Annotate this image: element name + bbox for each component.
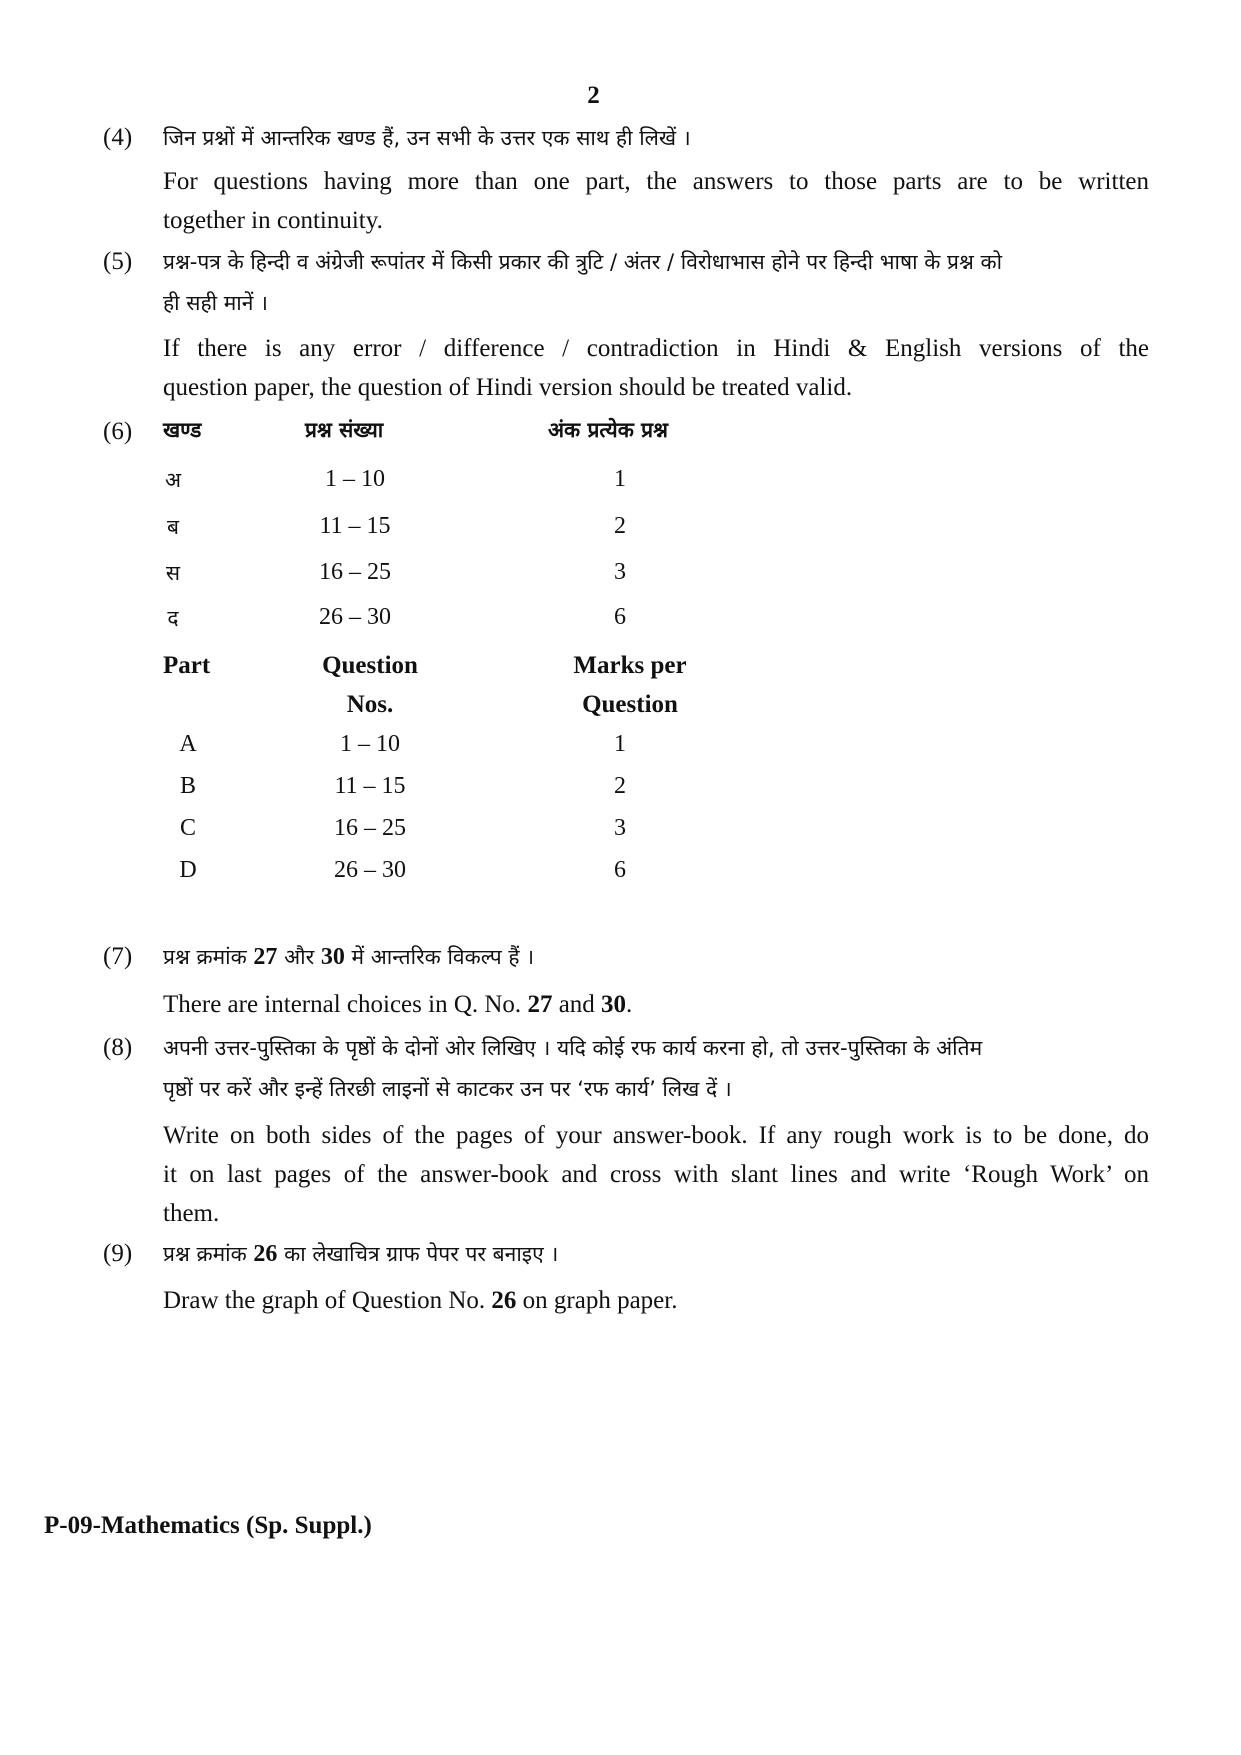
instruction-5-number: (5) [103, 248, 133, 275]
hindi-cell-part: ब [167, 515, 179, 539]
hindi-cell-questions: 1 – 10 [325, 466, 385, 492]
question-27-ref: 27 [527, 991, 553, 1018]
instruction-5-english-line2: question paper, the question of Hindi version should be treated valid. [163, 374, 853, 401]
english-header-question: Question [322, 652, 418, 679]
english-cell-part: D [179, 857, 197, 883]
english-cell-part: A [179, 731, 197, 757]
instruction-6-number: (6) [103, 418, 133, 445]
english-cell-questions: 16 – 25 [334, 815, 406, 841]
hindi-header-ank: अंक प्रत्येक प्रश्न [548, 418, 668, 442]
english-header-part: Part [163, 652, 211, 679]
english-cell-marks: 3 [614, 815, 626, 841]
english-header-marks-per: Marks per [573, 652, 687, 679]
instruction-7-hindi: प्रश्न क्रमांक 27 और 30 में आन्तरिक विकल्प हैं । [163, 944, 535, 970]
question-30-ref: 30 [601, 991, 627, 1018]
english-cell-part: B [179, 773, 196, 799]
instruction-7-english: There are internal choices in Q. No. 27 and 30. [163, 991, 633, 1018]
english-cell-marks: 1 [614, 731, 626, 757]
instruction-5-hindi-line2: ही सही मानें । [163, 291, 269, 315]
hindi-cell-part: स [165, 561, 181, 585]
hindi-cell-marks: 6 [614, 604, 626, 630]
question-26-ref: 26 [253, 1241, 278, 1267]
instruction-8-hindi-line1: अपनी उत्तर-पुस्तिका के पृष्ठों के दोनों ओर लिखिए । यदि कोई रफ कार्य करना हो, तो उत्तर-पुस्तिका के अंतिम [163, 1036, 983, 1060]
instruction-8-english-line1: Write on both sides of the pages of your answer-book. If any rough work is to be done, do [163, 1122, 1149, 1149]
instruction-4-hindi: जिन प्रश्नों में आन्तरिक खण्ड हैं, उन सभी के उत्तर एक साथ ही लिखें । [163, 126, 691, 150]
instruction-8-hindi-line2: पृष्ठों पर करें और इन्हें तिरछी लाइनों से काटकर उन पर ‘रफ कार्य’ लिख दें । [163, 1077, 732, 1101]
instruction-9-hindi: प्रश्न क्रमांक 26 का लेखाचित्र ग्राफ पेपर पर बनाइए । [163, 1241, 559, 1267]
instruction-4-english-line1: For questions having more than one part, the answers to those parts are to be written [163, 168, 1149, 195]
instruction-4-number: (4) [103, 124, 133, 151]
instruction-9-number: (9) [103, 1240, 133, 1267]
hindi-header-khand: खण्ड [163, 418, 202, 442]
english-cell-questions: 26 – 30 [334, 857, 406, 883]
english-cell-questions: 11 – 15 [334, 773, 406, 799]
instruction-8-english-line3: them. [163, 1200, 220, 1227]
instruction-8-number: (8) [103, 1034, 133, 1061]
english-header-question-2: Question [582, 691, 678, 718]
question-27-ref: 27 [253, 944, 278, 970]
instruction-5-english-line1: If there is any error / difference / contradiction in Hindi & English versions of the [163, 335, 1149, 362]
english-header-nos: Nos. [346, 691, 394, 718]
question-30-ref: 30 [320, 944, 345, 970]
english-cell-part: C [179, 815, 196, 841]
hindi-header-prashn-sankhya: प्रश्न संख्या [305, 418, 384, 442]
hindi-cell-questions: 11 – 15 [319, 513, 391, 539]
hindi-cell-marks: 2 [614, 513, 626, 539]
paper-code-footer: P-09-Mathematics (Sp. Suppl.) [44, 1512, 372, 1539]
english-cell-marks: 2 [614, 773, 626, 799]
hindi-cell-marks: 3 [614, 559, 626, 585]
english-cell-marks: 6 [614, 857, 626, 883]
english-cell-questions: 1 – 10 [340, 731, 400, 757]
hindi-cell-part: द [167, 606, 179, 630]
hindi-cell-part: अ [164, 468, 182, 492]
instruction-4-english-line2: together in continuity. [163, 207, 383, 234]
instruction-9-english: Draw the graph of Question No. 26 on graph paper. [163, 1287, 678, 1314]
hindi-cell-questions: 26 – 30 [319, 604, 391, 630]
hindi-cell-marks: 1 [614, 466, 626, 492]
instruction-5-hindi-line1: प्रश्न-पत्र के हिन्दी व अंग्रेजी रूपांतर में किसी प्रकार की त्रुटि / अंतर / विरोधाभास होने पर हिन्दी भाषा के प्रश्न को [163, 250, 1003, 274]
instruction-8-english-line2: it on last pages of the answer-book and cross with slant lines and write ‘Rough Work’ on [163, 1161, 1149, 1188]
instruction-7-number: (7) [103, 943, 133, 970]
hindi-cell-questions: 16 – 25 [319, 559, 391, 585]
question-26-ref: 26 [491, 1287, 517, 1314]
page-number: 2 [587, 82, 600, 109]
